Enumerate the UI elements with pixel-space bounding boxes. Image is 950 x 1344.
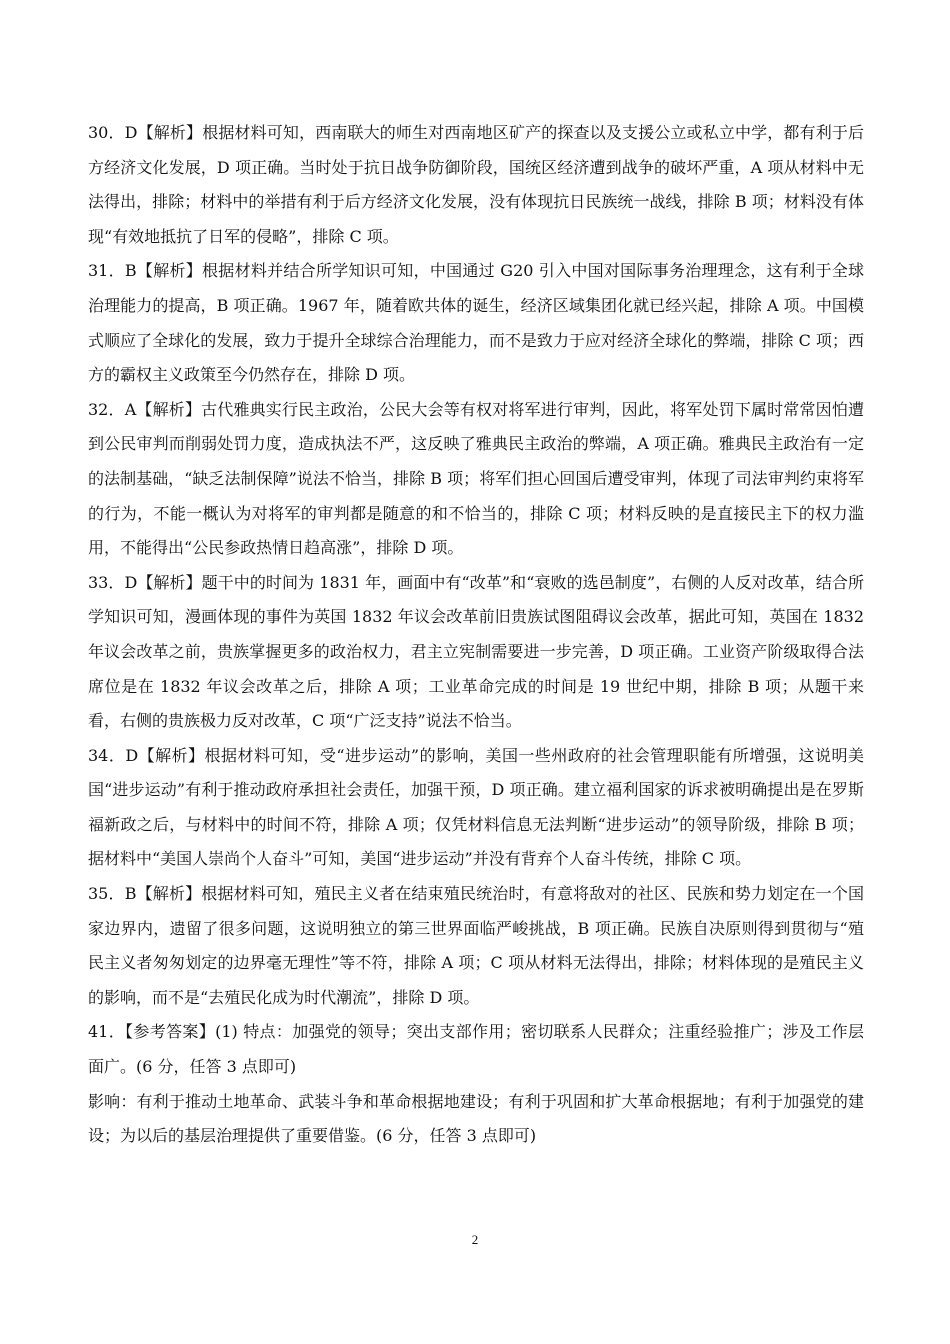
answer-32: 32．A【解析】古代雅典实行民主政治，公民大会等有权对将军进行审判，因此，将军处罚下属时常常因怕遭到公民审判而削弱处罚力度，造成执法不严，这反映了雅典民主政治的弊端，A 项正确。雅典民主政治有一定的法制基础，“缺乏法制保障”说法不恰当，排除 B 项；将军们担心回国后遭受审判，体现了司法审判约束将军的行为，不能一概认为对将军的审判都是随意的和不恰当的，排除 C 项；材料反映的是直接民主下的权力滥用，不能得出“公民参政热情日趋高涨”，排除 D 项。 [88,399,864,558]
answer-30: 30．D【解析】根据材料可知，西南联大的师生对西南地区矿产的探查以及支援公立或私立中学，都有利于后方经济文化发展，D 项正确。当时处于抗日战争防御阶段，国统区经济遭到战争的破坏严重，A 项从材料中无法得出，排除；材料中的举措有利于后方经济文化发展，没有体现抗日民族统一战线，排除 B 项；材料没有体现“有效地抵抗了日军的侵略”，排除 C 项。 [88,123,864,246]
answer-35: 35．B【解析】根据材料可知，殖民主义者在结束殖民统治时，有意将敌对的社区、民族和势力划定在一个国家边界内，遗留了很多问题，这说明独立的第三世界面临严峻挑战，B 项正确。民族自决原则得到贯彻与“殖民主义者匆匆划定的边界毫无理性”等不符，排除 A 项；C 项从材料无法得出，排除；材料体现的是殖民主义的影响，而不是“去殖民化成为时代潮流”，排除 D 项。 [88,884,864,1007]
answer-41-part1: 41．【参考答案】(1) 特点：加强党的领导；突出支部作用；密切联系人民群众；注重经验推广；涉及工作层面广。(6 分，任答 3 点即可) [88,1022,864,1077]
answer-31: 31．B【解析】根据材料并结合所学知识可知，中国通过 G20 引入中国对国际事务治理理念，这有利于全球治理能力的提高，B 项正确。1967 年，随着欧共体的诞生，经济区域集团化就已经兴起，排除 A 项。中国模式顺应了全球化的发展，致力于提升全球综合治理能力，而不是致力于应对经济全球化的弊端，排除 C 项；西方的霸权主义政策至今仍然存在，排除 D 项。 [88,261,864,385]
page-number: 2 [471,1232,479,1247]
answer-41-impact: 影响：有利于推动土地革命、武装斗争和革命根据地建设；有利于巩固和扩大革命根据地；有利于加强党的建设；为以后的基层治理提供了重要借鉴。(6 分，任答 3 点即可) [88,1091,864,1146]
answer-analysis-section [88,116,864,1154]
answer-34: 34．D【解析】根据材料可知，受“进步运动”的影响，美国一些州政府的社会管理职能有所增强，这说明美国“进步运动”有利于推动政府承担社会责任，加强干预，D 项正确。建立福利国家的诉求被明确提出是在罗斯福新政之后，与材料中的时间不符，排除 A 项；仅凭材料信息无法判断“进步运动”的领导阶级，排除 B 项；据材料中“美国人崇尚个人奋斗”可知，美国“进步运动”并没有背弃个人奋斗传统，排除 C 项。 [88,745,864,869]
answer-33: 33．D【解析】题干中的时间为 1831 年，画面中有“改革”和“衰败的选邑制度”，右侧的人反对改革，结合所学知识可知，漫画体现的事件为英国 1832 年议会改革前旧贵族试图阻碍议会改革，据此可知，英国在 1832 年议会改革之前，贵族掌握更多的政治权力，君主立宪制需要进一步完善，D 项正确。工业资产阶级取得合法席位是在 1832 年议会改革之后，排除 A 项；工业革命完成的时间是 19 世纪中期，排除 B 项；从题干来看，右侧的贵族极力反对改革，C 项“广泛支持”说法不恰当。 [88,572,864,731]
